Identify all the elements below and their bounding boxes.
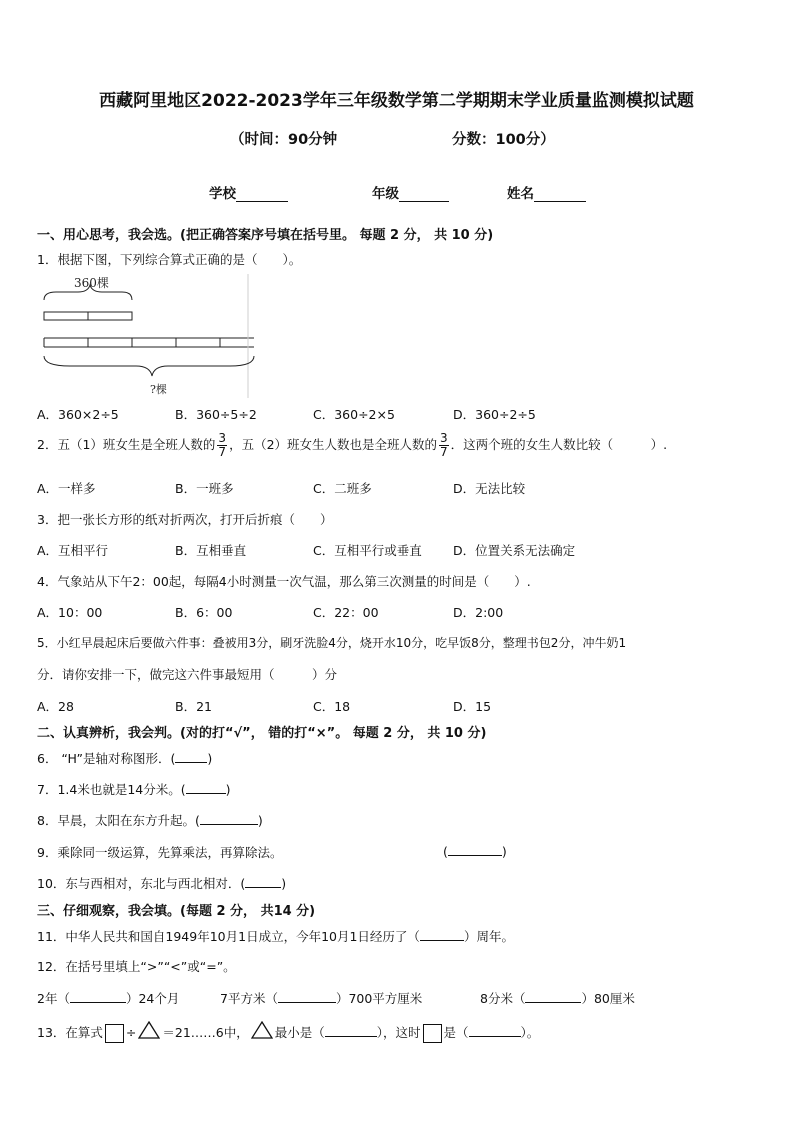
q11-answer-blank[interactable] — [420, 928, 464, 941]
q12-blank-2[interactable] — [278, 990, 336, 1003]
q12-stem: 12．在括号里填上“>”“<”或“=”。 — [37, 959, 236, 974]
fraction-3-7: $\frac{3}{7}$ — [218, 431, 227, 459]
q5-option-c[interactable]: C．18 — [313, 699, 351, 714]
q5-line2: 分．请你安排一下，做完这六件事最短用（ ）分 — [37, 667, 338, 682]
school-blank[interactable] — [236, 187, 288, 202]
q5-line1: 5．小红早晨起床后要做六件事：叠被用3分，刷牙洗脸4分，烧开水10分，吃早饭8分，整理书包2分，冲牛奶1 — [37, 636, 627, 650]
q3-option-c[interactable]: C．互相平行或垂直 — [313, 543, 422, 558]
triangle-icon — [138, 1021, 160, 1046]
square-box-icon — [105, 1024, 124, 1043]
q12-blank-3[interactable] — [525, 990, 581, 1003]
q13-blank-2[interactable] — [469, 1024, 521, 1037]
q3-option-a[interactable]: A．互相平行 — [37, 543, 109, 558]
q2-option-a[interactable]: A．一样多 — [37, 481, 96, 496]
bottom-label: ?棵 — [150, 383, 167, 396]
q2-option-b[interactable]: B．一班多 — [175, 481, 234, 496]
q13-blank-1[interactable] — [325, 1024, 377, 1037]
name-label: 姓名 — [507, 186, 534, 202]
q9-answer[interactable]: ( ) — [443, 844, 507, 859]
q12-item-1: 2年（ ）24个月 — [37, 991, 180, 1006]
q4-option-a[interactable]: A．10：00 — [37, 605, 103, 620]
time-label: （时间：90分钟 — [230, 132, 338, 148]
q5-option-b[interactable]: B．21 — [175, 699, 212, 714]
q3-stem: 3．把一张长方形的纸对折两次，打开后折痕（ ） — [37, 512, 333, 527]
section2-heading: 二、认真辨析，我会判。(对的打“√”， 错的打“×”。 每题 2 分， 共 10 分) — [37, 726, 487, 741]
bottom-brace — [44, 356, 254, 376]
square-box-icon — [423, 1024, 442, 1043]
q10-answer-blank[interactable] — [245, 875, 281, 888]
grade-label: 年级 — [372, 186, 399, 202]
school-field[interactable] — [209, 182, 288, 202]
name-field[interactable] — [507, 182, 586, 202]
top-label: 360棵 — [74, 276, 109, 290]
q4-option-c[interactable]: C．22：00 — [313, 605, 379, 620]
q11: 11．中华人民共和国自1949年10月1日成立，今年10月1日经历了（ ）周年。 — [37, 929, 514, 944]
q8: 8．早晨，太阳在东方升起。( ) — [37, 813, 263, 828]
q10: 10．东与西相对，东北与西北相对．( ) — [37, 876, 287, 891]
q12-item-3: 8分米（ ）80厘米 — [480, 991, 635, 1006]
grade-blank[interactable] — [399, 187, 449, 202]
q4-option-b[interactable]: B．6：00 — [175, 605, 233, 620]
q2-option-d[interactable]: D．无法比较 — [453, 481, 526, 496]
q9-answer-blank[interactable] — [448, 843, 502, 856]
q2-stem: 2．五（1）班女生是全班人数的 $\frac{3}{7}$ ，五（2）班女生人数也是全班人数的 $\frac{3}{7}$ ．这两个班的女生人数比较（ ）. — [37, 431, 668, 459]
q6: 6． “H”是轴对称图形．( ) — [37, 751, 213, 766]
score-label: 分数：100分） — [452, 132, 555, 148]
q4-stem: 4．气象站从下午2：00起，每隔4小时测量一次气温，那么第三次测量的时间是（ ）. — [37, 574, 531, 589]
q2-option-c[interactable]: C．二班多 — [313, 481, 372, 496]
q8-answer-blank[interactable] — [200, 812, 258, 825]
q3-option-b[interactable]: B．互相垂直 — [175, 543, 247, 558]
q1-option-d[interactable]: D．360÷2÷5 — [453, 407, 536, 422]
section3-heading: 三、仔细观察，我会填。(每题 2 分， 共14 分) — [37, 904, 316, 919]
q6-answer-blank[interactable] — [175, 750, 207, 763]
triangle-icon — [251, 1021, 273, 1046]
q1-option-a[interactable]: A．360×2÷5 — [37, 407, 119, 422]
q5-option-d[interactable]: D．15 — [453, 699, 492, 714]
q1-option-c[interactable]: C．360÷2×5 — [313, 407, 395, 422]
q4-option-d[interactable]: D．2:00 — [453, 605, 504, 620]
q9: 9．乘除同一级运算，先算乘法，再算除法。 — [37, 845, 283, 860]
segment-diagram — [40, 272, 255, 400]
grade-field[interactable] — [372, 182, 449, 202]
school-label: 学校 — [209, 186, 236, 202]
q13: 13．在算式 ÷ ＝21……6中， 最小是（ ），这时 是（ ）。 — [37, 1021, 539, 1046]
q12-item-2: 7平方米（ ）700平方厘米 — [220, 991, 423, 1006]
q1-stem: 1．根据下图，下列综合算式正确的是（ ）。 — [37, 252, 302, 267]
section1-heading: 一、用心思考，我会选。(把正确答案序号填在括号里。 每题 2 分， 共 10 分) — [37, 228, 494, 243]
q5-option-a[interactable]: A．28 — [37, 699, 74, 714]
page-title: 西藏阿里地区2022-2023学年三年级数学第二学期期末学业质量监测模拟试题 — [99, 91, 694, 111]
fraction-3-7: $\frac{3}{7}$ — [440, 431, 448, 459]
name-blank[interactable] — [534, 187, 586, 202]
q1-diagram — [40, 272, 255, 404]
q1-option-b[interactable]: B．360÷5÷2 — [175, 407, 257, 422]
q3-option-d[interactable]: D．位置关系无法确定 — [453, 543, 576, 558]
q7-answer-blank[interactable] — [186, 781, 226, 794]
q12-blank-1[interactable] — [70, 990, 126, 1003]
q7: 7．1.4米也就是14分米。( ) — [37, 782, 231, 797]
